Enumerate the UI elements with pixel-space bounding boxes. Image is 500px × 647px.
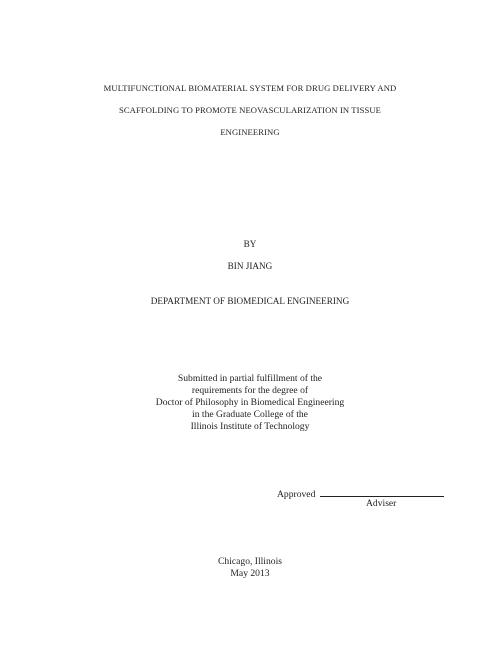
submission-line-1: Submitted in partial fulfillment of the bbox=[177, 373, 323, 384]
submission-line-3: Doctor of Philosophy in Biomedical Engineering bbox=[155, 397, 345, 408]
location: Chicago, Illinois bbox=[218, 556, 282, 567]
submission-line-4: in the Graduate College of the bbox=[192, 409, 308, 420]
approval-signature-block bbox=[277, 487, 444, 501]
thesis-title-line-2: SCAFFOLDING TO PROMOTE NEOVASCULARIZATION IN TISSUE bbox=[118, 105, 382, 115]
thesis-title-line-3: ENGINEERING bbox=[220, 127, 280, 137]
submission-line-2: requirements for the degree of bbox=[191, 385, 309, 396]
submission-line-5: Illinois Institute of Technology bbox=[190, 421, 310, 432]
approved-label: Approved bbox=[277, 489, 316, 500]
thesis-title-line-1: MULTIFUNCTIONAL BIOMATERIAL SYSTEM FOR DRUG DELIVERY AND bbox=[103, 83, 397, 93]
adviser-label: Adviser bbox=[366, 498, 397, 509]
author-name: BIN JIANG bbox=[227, 261, 273, 271]
by-label: BY bbox=[243, 239, 257, 249]
date: May 2013 bbox=[230, 568, 270, 579]
department-name: DEPARTMENT OF BIOMEDICAL ENGINEERING bbox=[150, 296, 350, 306]
signature-line bbox=[320, 487, 444, 497]
